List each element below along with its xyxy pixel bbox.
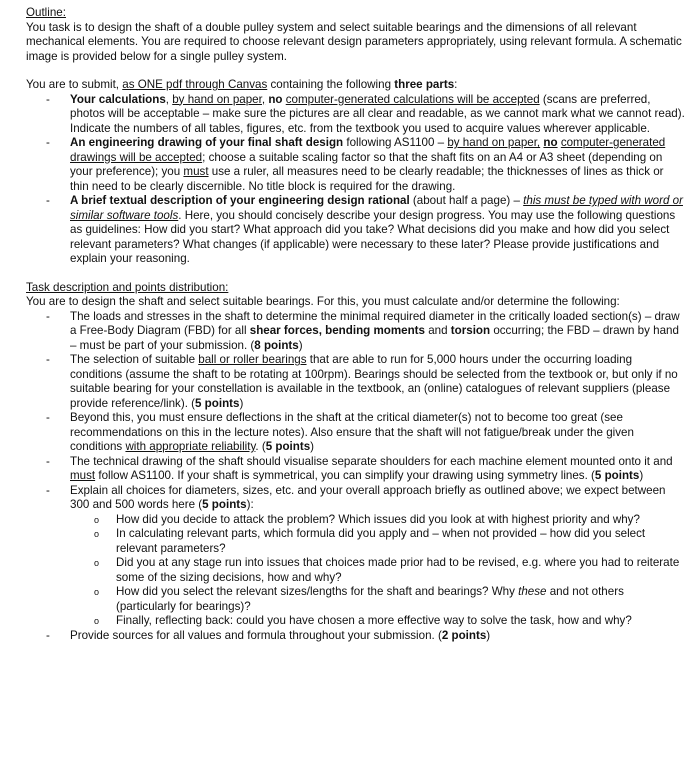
task-intro: You are to design the shaft and select suitable bearings. For this, you must calculate and/or determine the following:: [26, 295, 620, 308]
list-item: - An engineering drawing of your final shaft design following AS1100 – by hand on paper, no computer-generated drawings will be accepted; choose a suitable scaling factor so that the shaft fits on an A4 or A3 sheet (depending on your preference); you must use a ruler, all measures need to be clearly readable; the thicknesses of lines as thick or thin need to be clearly discernible. No title block is required for the drawing.: [70, 136, 685, 194]
sub-list-item: o In calculating relevant parts, which formula did you apply and – when not provided – how did you select relevant parameters?: [116, 527, 685, 556]
list-item: - A brief textual description of your engineering design rational (about half a page) – this must be typed with word or similar software tools. Here, you should concisely describe your design progress. You may use the following questions as guidelines: How did you start? What approach did you take? What decisions did you make and how did you select relevant parameters? What changes (if applicable) were necessary to these later? Please provide justifications and explain your reasoning.: [70, 194, 685, 267]
submission-parts-list: [26, 93, 685, 267]
list-item: - Your calculations, by hand on paper, no computer-generated calculations will be accepted (scans are preferred, photos will be acceptable – make sure the pictures are all clear and readable, as we cannot mark what we cannot read). Indicate the numbers of all tables, figures, etc. from the textbook you used to acquire values wherever applicable.: [70, 93, 685, 137]
list-item: - Explain all choices for diameters, sizes, etc. and your overall approach briefly as outlined above; we expect between 300 and 500 words here (5 points): o How did you decide to attack the problem? Which issues did you look at with highest priority and why? o In calculating relevant parts, which formula did you apply and – when not provided – how did you select relevant parameters? o Did you at any stage run into issues that choices made prior had to be revised, e.g. where you had to reiterate some of the sizing decisions, how and why? o How did you select the relevant sizes/lengths for the shaft and bearings? Why these and not others (particularly for bearings)? o Finally, reflecting back: could you have chosen a more effective way to solve the task, how and why?: [70, 484, 685, 629]
submit-instruction: You are to submit, as ONE pdf through Canvas containing the following three parts:: [26, 78, 458, 91]
guideline-questions-list: [70, 513, 685, 629]
sub-list-item: o How did you select the relevant sizes/lengths for the shaft and bearings? Why these and not others (particularly for bearings)?: [116, 585, 685, 614]
list-item: - Beyond this, you must ensure deflections in the shaft at the critical diameter(s) not to become too great (see recommendations on this in the lecture notes). Also ensure that the shaft will not fatigue/break under the given conditions with appropriate reliability. (5 points): [70, 411, 685, 455]
task-heading: Task description and points distribution:: [26, 280, 229, 294]
outline-intro: You task is to design the shaft of a double pulley system and select suitable bearings and the dimensions of all relevant mechanical elements. You are required to choose relevant design parameters appropriately, using relevant formula. A schematic image is provided below for a single pulley system.: [26, 20, 682, 63]
sub-list-item: o Finally, reflecting back: could you have chosen a more effective way to solve the task, how and why?: [116, 614, 685, 629]
list-item: - The technical drawing of the shaft should visualise separate shoulders for each machine element mounted onto it and must follow AS1100. If your shaft is symmetrical, you can simplify your drawing using symmetry lines. (5 points): [70, 455, 685, 484]
outline-heading: Outline:: [26, 6, 66, 19]
list-item: - Provide sources for all values and formula throughout your submission. (2 points): [70, 629, 685, 644]
sub-list-item: o How did you decide to attack the problem? Which issues did you look at with highest priority and why?: [116, 513, 685, 528]
task-items-list: [26, 310, 685, 644]
list-item: - The loads and stresses in the shaft to determine the minimal required diameter in the critically loaded section(s) – draw a Free-Body Diagram (FBD) for all shear forces, bending moments and torsion occurring; the FBD – drawn by hand – must be part of your submission. (8 points): [70, 310, 685, 354]
list-item: - The selection of suitable ball or roller bearings that are able to run for 5,000 hours under the occurring loading conditions (assume the shaft to be rotating at 100rpm). Bearings should be selected from the textbook or, but only if no suitable bearing for your constellation is available in the textbook, an (online) catalogues of relevant suppliers (please provide reference/link). (5 points): [70, 353, 685, 411]
canvas-link-text: as ONE pdf through Canvas: [122, 78, 268, 91]
sub-list-item: o Did you at any stage run into issues that choices made prior had to be revised, e.g. where you had to reiterate some of the sizing decisions, how and why?: [116, 556, 685, 585]
